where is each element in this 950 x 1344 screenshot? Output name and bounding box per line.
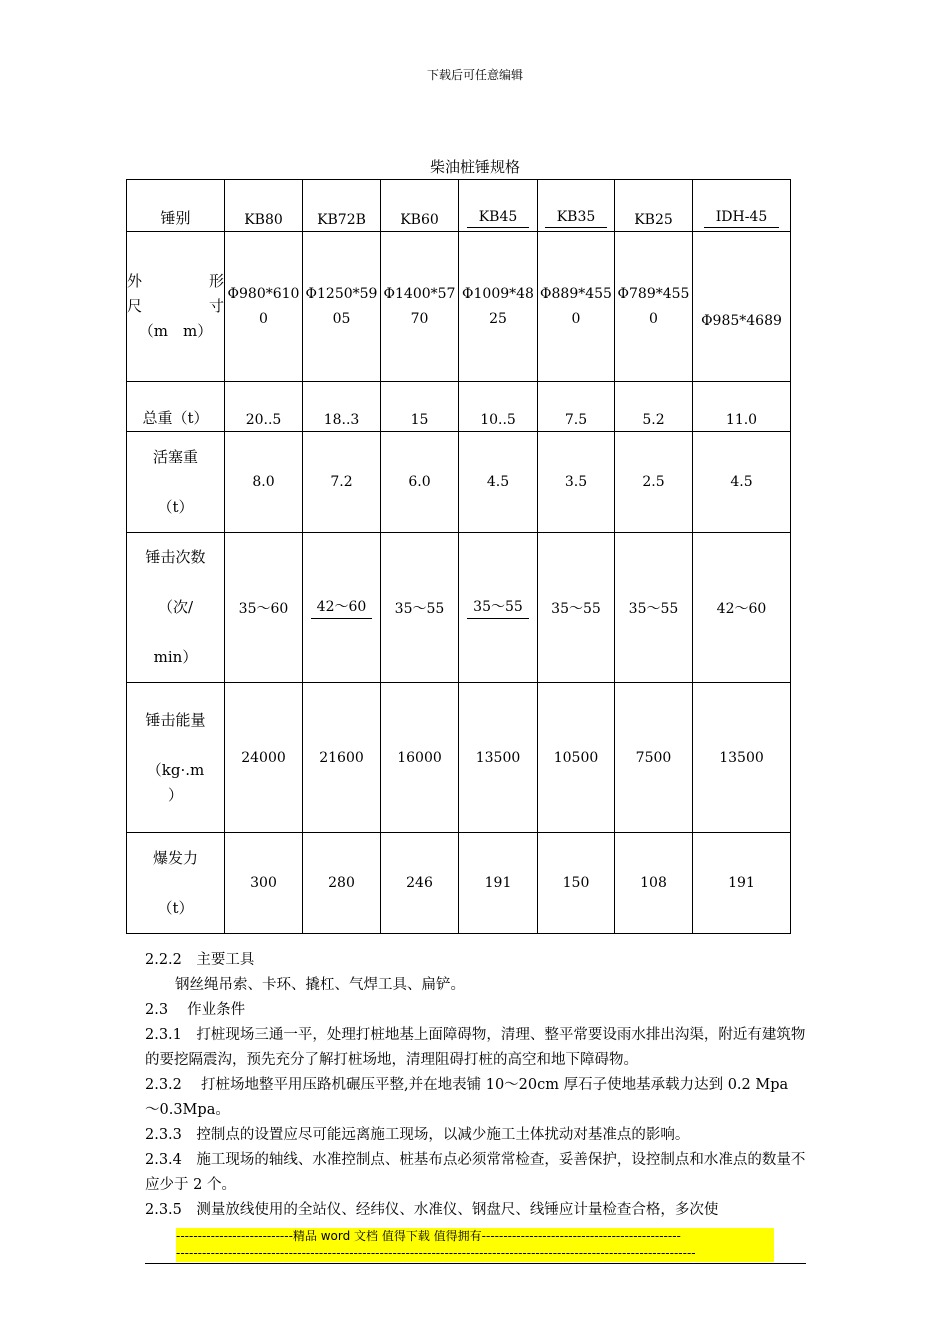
value-cell: 191 bbox=[459, 833, 538, 934]
value-cell: 10500 bbox=[538, 683, 615, 833]
value-cell: 246 bbox=[381, 833, 459, 934]
value-cell: 35～60 bbox=[225, 533, 303, 683]
paragraph: 2.3.4 施工现场的轴线、水准控制点、桩基布点必须常常检查，妥善保护，设控制点和水准点的数量不应少于 2 个。 bbox=[145, 1152, 806, 1193]
model-cell: KB60 bbox=[381, 180, 459, 232]
row-label: 锤击能量 （kg·.m ） bbox=[127, 683, 225, 833]
paragraph: 2.3.3 控制点的设置应尽可能远离施工现场，以减少施工土体扰动对基准点的影响。 bbox=[145, 1127, 690, 1143]
value-cell: 35～55 bbox=[538, 533, 615, 683]
value-cell: 11.0 bbox=[693, 382, 791, 432]
value-cell: 7500 bbox=[615, 683, 693, 833]
dimension-cell: Φ789*455 0 bbox=[615, 232, 693, 382]
value-cell: 108 bbox=[615, 833, 693, 934]
table-row-energy bbox=[127, 683, 791, 833]
value-cell: 7.2 bbox=[303, 432, 381, 533]
value-cell: 35～55 bbox=[459, 533, 538, 683]
model-cell: KB80 bbox=[225, 180, 303, 232]
value-cell: 5.2 bbox=[615, 382, 693, 432]
table-row-dimensions bbox=[127, 232, 791, 382]
model-cell: IDH-45 bbox=[693, 180, 791, 232]
value-cell: 6.0 bbox=[381, 432, 459, 533]
table-row-burst bbox=[127, 833, 791, 934]
value-cell: 300 bbox=[225, 833, 303, 934]
body-text bbox=[145, 948, 807, 1223]
value-cell: 35～55 bbox=[381, 533, 459, 683]
value-cell: 150 bbox=[538, 833, 615, 934]
dimension-cell: Φ1009*48 25 bbox=[459, 232, 538, 382]
hammer-spec-table bbox=[126, 179, 791, 934]
model-cell: KB72B bbox=[303, 180, 381, 232]
value-cell: 18..3 bbox=[303, 382, 381, 432]
footer-divider bbox=[145, 1263, 806, 1264]
value-cell: 10..5 bbox=[459, 382, 538, 432]
value-cell: 4.5 bbox=[693, 432, 791, 533]
value-cell: 35～55 bbox=[615, 533, 693, 683]
value-cell: 15 bbox=[381, 382, 459, 432]
value-cell: 42～60 bbox=[693, 533, 791, 683]
table-row-weight bbox=[127, 382, 791, 432]
value-cell: 2.5 bbox=[615, 432, 693, 533]
value-cell: 191 bbox=[693, 833, 791, 934]
value-cell: 280 bbox=[303, 833, 381, 934]
value-cell: 8.0 bbox=[225, 432, 303, 533]
header-note: 下载后可任意编辑 bbox=[426, 68, 523, 82]
corner-cell: 锤别 bbox=[127, 180, 225, 232]
row-label: 活塞重 （t） bbox=[127, 432, 225, 533]
paragraph: 2.3.1 打桩现场三通一平，处理打桩地基上面障碍物，清理、整平常要设雨水排出沟渠，附近有建筑物的要挖隔震沟，预先充分了解打桩场地，清理阻碍打桩的高空和地下障碍物。 bbox=[145, 1027, 806, 1068]
table-title: 柴油桩锤规格 bbox=[429, 158, 520, 176]
model-cell: KB45 bbox=[459, 180, 538, 232]
table-row-piston bbox=[127, 432, 791, 533]
row-label: 锤击次数 （次/ min） bbox=[127, 533, 225, 683]
value-cell: 21600 bbox=[303, 683, 381, 833]
value-cell: 24000 bbox=[225, 683, 303, 833]
model-cell: KB35 bbox=[538, 180, 615, 232]
dimension-cell: Φ980*610 0 bbox=[225, 232, 303, 382]
dimension-cell: Φ1400*57 70 bbox=[381, 232, 459, 382]
row-label: 爆发力 （t） bbox=[127, 833, 225, 934]
dimension-cell: Φ985*4689 bbox=[693, 232, 791, 382]
dimension-cell: Φ889*455 0 bbox=[538, 232, 615, 382]
value-cell: 3.5 bbox=[538, 432, 615, 533]
value-cell: 42～60 bbox=[303, 533, 381, 683]
paragraph: 2.3.2 打桩场地整平用压路机碾压平整,并在地表铺 10～20cm 厚石子使地基承载力达到 0.2 Mpa ～0.3Mpa。 bbox=[145, 1077, 789, 1118]
value-cell: 13500 bbox=[459, 683, 538, 833]
table-row-blows bbox=[127, 533, 791, 683]
dimension-label: 外 形 尺 寸 （m m） bbox=[127, 232, 225, 382]
model-cell: KB25 bbox=[615, 180, 693, 232]
footer-banner bbox=[176, 1228, 774, 1262]
section-heading: 2.3 作业条件 bbox=[145, 1002, 246, 1018]
value-cell: 4.5 bbox=[459, 432, 538, 533]
footer-line: ---------------------------精品 word 文档 值得下载 值得拥有---------------------------------------------- bbox=[176, 1228, 774, 1245]
paragraph: 2.3.5 测量放线使用的全站仪、经纬仪、水准仪、钢盘尺、线锤应计量检查合格，多次使 bbox=[145, 1202, 719, 1218]
row-label: 总重（t） bbox=[127, 382, 225, 432]
value-cell: 13500 bbox=[693, 683, 791, 833]
paragraph: 钢丝绳吊索、卡环、撬杠、气焊工具、扁铲。 bbox=[175, 977, 465, 993]
value-cell: 16000 bbox=[381, 683, 459, 833]
dimension-cell: Φ1250*59 05 bbox=[303, 232, 381, 382]
value-cell: 7.5 bbox=[538, 382, 615, 432]
table-row-models bbox=[127, 180, 791, 232]
value-cell: 20..5 bbox=[225, 382, 303, 432]
section-heading: 2.2.2 主要工具 bbox=[145, 952, 255, 968]
footer-line: ------------------------------------------------------------------------------------------------------------------------ bbox=[176, 1245, 774, 1262]
